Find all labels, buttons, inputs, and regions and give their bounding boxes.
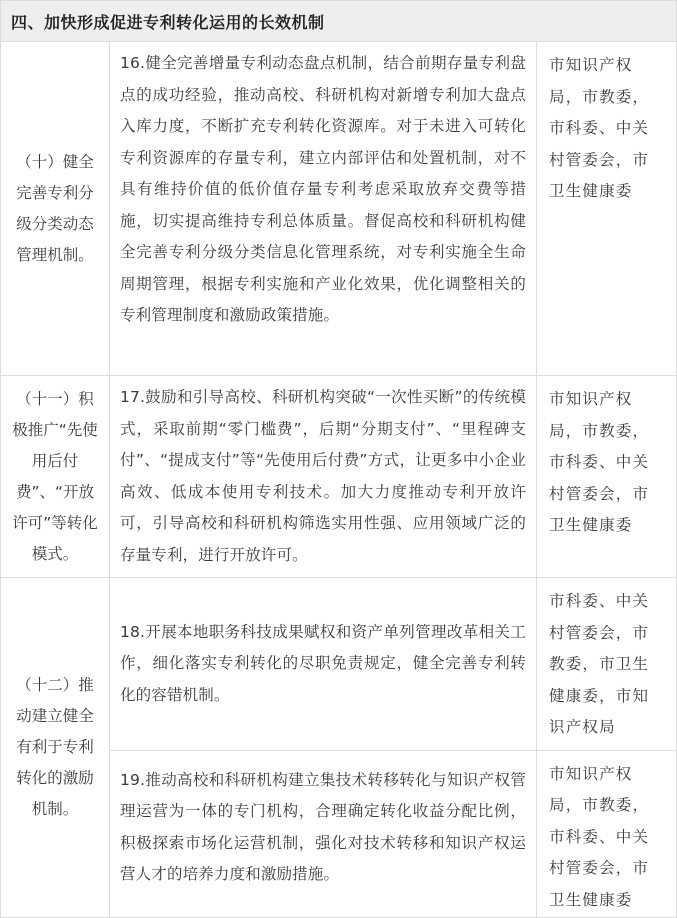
- table-row: [0, 578, 677, 918]
- measure-cell: 16.健全完善增量专利动态盘点机制，结合前期存量专利盘点的成功经验，推动高校、科研机构对新增专利加大盘点入库力度，不断扩充专利转化资源库。对于未进入可转化专利资源库的存量专利，建立内部评估和处置机制，对不具有维持价值的低价值存量专利考虑采取放弃交费等措施，切实提高维持专利总体质量。督促高校和科研机构健全完善专利分级分类信息化管理系统，对专利实施全生命周期管理，根据专利实施和产业化效果，优化调整相关的专利管理制度和激励政策措施。: [110, 42, 537, 375]
- measure-group: [110, 578, 677, 917]
- measure-cell: [110, 578, 537, 750]
- item-cell: （十二）推动建立健全有利于专利转化的激励机制。: [0, 578, 110, 917]
- table-row: [0, 376, 677, 578]
- dept-cell: 市知识产权局，市教委，市科委、中关村管委会，市卫生健康委: [537, 751, 677, 918]
- measure-text: 19.推动高校和科研机构建立集技术转移转化与知识产权管理运营为一体的专门机构，合理确定转化收益分配比例，积极探索市场化运营机制，强化对技术转移和知识产权运营人才的培养力度和激励措施。: [120, 770, 526, 883]
- sub-row: [110, 750, 677, 918]
- dept-cell: 市科委、中关村管委会，市教委，市卫生健康委，市知识产权局: [537, 578, 677, 750]
- item-cell: （十一）积极推广“先使用后付费”、“开放许可”等转化模式。: [0, 376, 110, 577]
- dept-cell: 市知识产权局，市教委，市科委、中关村管委会，市卫生健康委: [537, 42, 677, 375]
- measure-text: 18.开展本地职务科技成果赋权和资产单列管理改革相关工作，细化落实专利转化的尽职免责规定，健全完善专利转化的容错机制。: [120, 622, 526, 704]
- measure-cell: [110, 751, 537, 918]
- table-row: [0, 42, 677, 376]
- sub-row: [110, 578, 677, 750]
- dept-cell: 市知识产权局，市教委，市科委、中关村管委会，市卫生健康委: [537, 376, 677, 577]
- item-cell: （十）健全完善专利分级分类动态管理机制。: [0, 42, 110, 375]
- measure-cell: 17.鼓励和引导高校、科研机构突破“一次性买断”的传统模式，采取前期“零门槛费”，后期“分期支付”、“里程碑支付”、“提成支付”等“先使用后付费”方式，让更多中小企业高效、低成本使用专利技术。加大力度推动专利开放许可，引导高校和科研机构筛选实用性强、应用领域广泛的存量专利，进行开放许可。: [110, 376, 537, 577]
- section-title: 四、加快形成促进专利转化运用的长效机制: [0, 0, 677, 42]
